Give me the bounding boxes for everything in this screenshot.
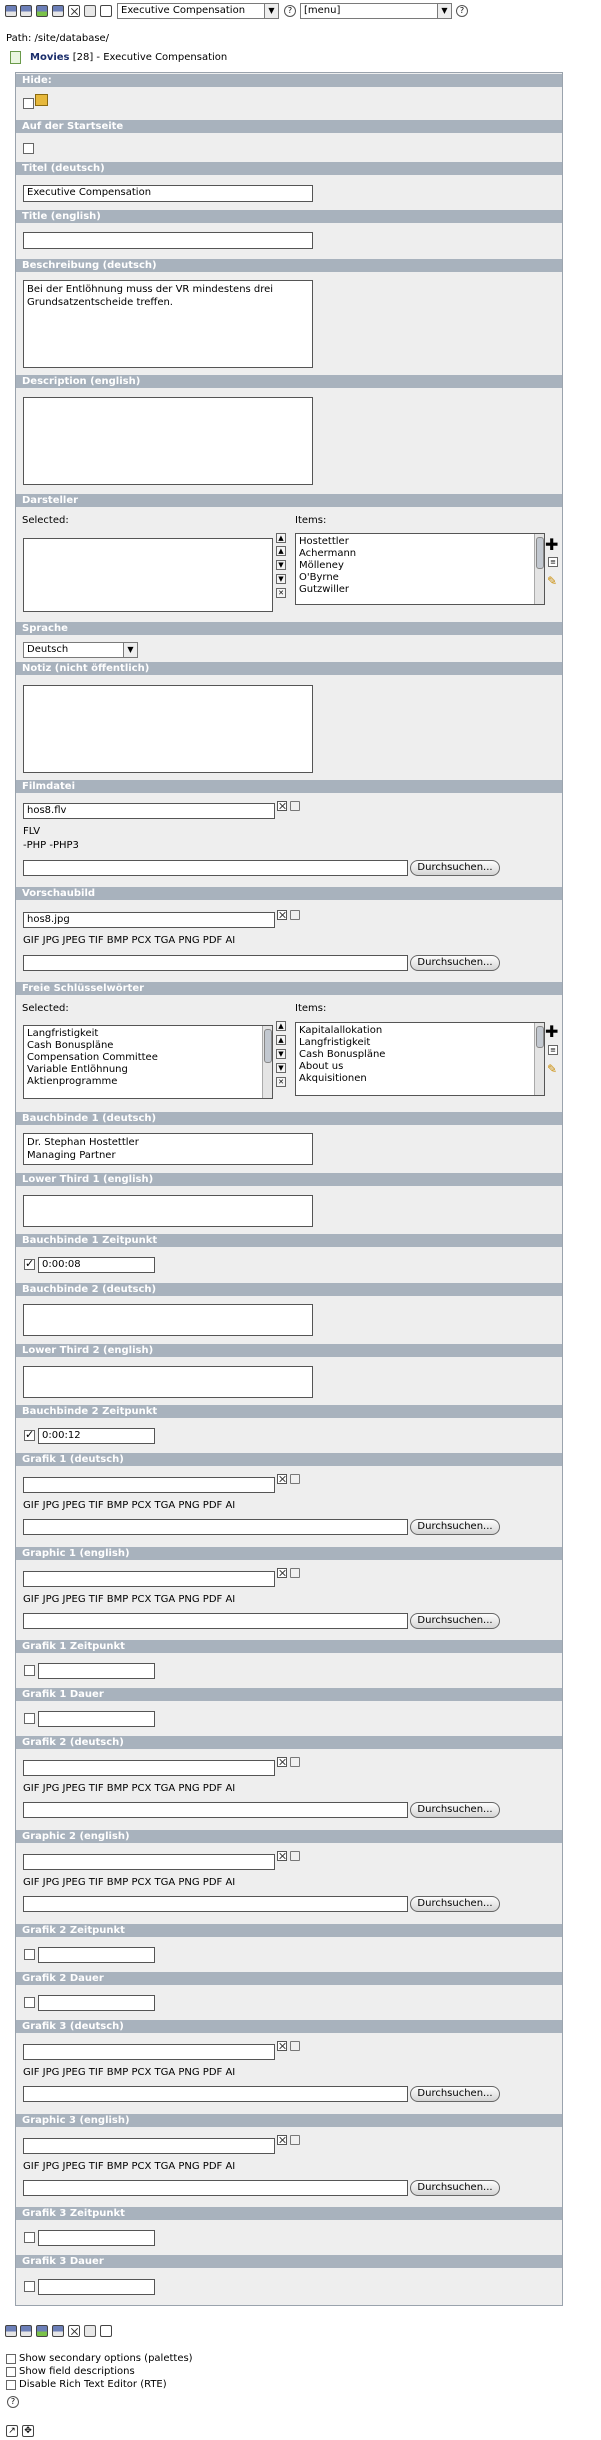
grafik3-zeit-checkbox[interactable] bbox=[24, 2232, 35, 2243]
scrollbar[interactable] bbox=[534, 534, 544, 604]
grafik1-zeit-input[interactable] bbox=[38, 1663, 155, 1679]
graphic1-en-allowed-types: GIF JPG JPEG TIF BMP PCX TGA PNG PDF AI bbox=[23, 1594, 236, 1605]
move-down-icon[interactable]: ▼ bbox=[276, 1049, 286, 1059]
chevron-down-icon: ▼ bbox=[264, 4, 278, 18]
keywords-selected-list[interactable] bbox=[23, 1025, 273, 1099]
graphic2-en-file-input[interactable] bbox=[23, 1854, 275, 1870]
lowerthird2-en-textarea[interactable] bbox=[23, 1366, 313, 1398]
secondary-options-label: Show secondary options (palettes) bbox=[19, 2353, 193, 2364]
section-grafik2-de: Grafik 2 (deutsch) bbox=[16, 1736, 562, 1749]
graphic3-en-file-input[interactable] bbox=[23, 2138, 275, 2154]
hide-status-icon bbox=[35, 94, 48, 106]
section-beschreibung-de: Beschreibung (deutsch) bbox=[16, 259, 562, 272]
grafik2-de-file-input[interactable] bbox=[23, 1760, 275, 1776]
grafik3-de-file-input[interactable] bbox=[23, 2044, 275, 2060]
notiz-textarea[interactable] bbox=[23, 685, 313, 773]
section-grafik3-dauer: Grafik 3 Dauer bbox=[16, 2255, 562, 2268]
remove-icon[interactable] bbox=[277, 801, 287, 811]
titel-de-input[interactable]: Executive Compensation bbox=[23, 185, 313, 202]
grafik3-dauer-checkbox[interactable] bbox=[24, 2281, 35, 2292]
field-descriptions-label: Show field descriptions bbox=[19, 2366, 135, 2377]
section-filmdatei: Filmdatei bbox=[16, 780, 562, 793]
section-lowerthird1-en: Lower Third 1 (english) bbox=[16, 1173, 562, 1186]
graphic1-en-file-input[interactable] bbox=[23, 1571, 275, 1587]
grafik3-de-upload-input[interactable] bbox=[23, 2086, 408, 2102]
graphic3-en-allowed-types: GIF JPG JPEG TIF BMP PCX TGA PNG PDF AI bbox=[23, 2161, 236, 2172]
section-graphic1-en: Graphic 1 (english) bbox=[16, 1547, 562, 1560]
section-titel-de: Titel (deutsch) bbox=[16, 162, 562, 175]
grafik1-dauer-input[interactable] bbox=[38, 1711, 155, 1727]
list-item[interactable]: Cash Bonuspläne bbox=[299, 1049, 386, 1060]
vorschaubild-file-input[interactable]: hos8.jpg bbox=[23, 912, 275, 928]
save-and-close-icon[interactable] bbox=[52, 2325, 64, 2337]
save-and-new-icon[interactable] bbox=[36, 2325, 48, 2337]
chevron-down-icon: ▼ bbox=[437, 4, 451, 18]
move-up-icon[interactable]: ▲ bbox=[276, 1035, 286, 1045]
vorschaubild-browse-button[interactable]: Durchsuchen... bbox=[410, 955, 500, 971]
list-item[interactable]: Akquisitionen bbox=[299, 1073, 367, 1084]
folder-icon[interactable] bbox=[290, 1568, 300, 1578]
bauchbinde1-zeit-input[interactable]: 0:00:08 bbox=[38, 1257, 155, 1273]
section-grafik2-dauer: Grafik 2 Dauer bbox=[16, 1972, 562, 1985]
save-and-view-icon[interactable] bbox=[20, 2325, 32, 2337]
section-bauchbinde1-de: Bauchbinde 1 (deutsch) bbox=[16, 1112, 562, 1125]
close-icon[interactable] bbox=[68, 5, 80, 17]
grafik3-de-browse-button[interactable]: Durchsuchen... bbox=[410, 2086, 500, 2102]
folder-icon[interactable] bbox=[290, 910, 300, 920]
save-and-new-icon[interactable] bbox=[36, 5, 48, 17]
keywords-items-label: Items: bbox=[295, 1003, 327, 1014]
list-item[interactable]: Variable Entlöhnung bbox=[27, 1064, 128, 1075]
record-header bbox=[30, 52, 227, 63]
move-icon[interactable]: ✥ bbox=[22, 2425, 34, 2437]
move-bottom-icon[interactable]: ▼ bbox=[276, 1063, 286, 1073]
secondary-options-checkbox[interactable] bbox=[6, 2354, 16, 2364]
graphic2-en-allowed-types: GIF JPG JPEG TIF BMP PCX TGA PNG PDF AI bbox=[23, 1877, 236, 1888]
section-grafik3-de: Grafik 3 (deutsch) bbox=[16, 2020, 562, 2033]
grafik1-de-file-input[interactable] bbox=[23, 1477, 275, 1493]
list-item[interactable]: Gutzwiller bbox=[299, 584, 350, 595]
bauchbinde1-de-textarea[interactable]: Dr. Stephan Hostettler Managing Partner bbox=[23, 1133, 313, 1165]
filmdatei-file-input[interactable]: hos8.flv bbox=[23, 803, 275, 819]
grafik3-zeit-input[interactable] bbox=[38, 2230, 155, 2246]
list-item[interactable]: Compensation Committee bbox=[27, 1052, 158, 1063]
graphic1-en-browse-button[interactable]: Durchsuchen... bbox=[410, 1613, 500, 1629]
bauchbinde1-zeit-checkbox[interactable] bbox=[24, 1259, 35, 1270]
hide-checkbox[interactable] bbox=[23, 98, 34, 109]
filmdatei-browse-button[interactable]: Durchsuchen... bbox=[410, 860, 500, 876]
record-table[interactable]: Movies bbox=[30, 52, 70, 63]
list-item[interactable]: Mölleney bbox=[299, 560, 344, 571]
section-graphic2-en: Graphic 2 (english) bbox=[16, 1830, 562, 1843]
scrollbar[interactable] bbox=[534, 1023, 544, 1095]
trash-icon[interactable] bbox=[84, 5, 96, 17]
section-title-en: Title (english) bbox=[16, 210, 562, 223]
grafik3-de-allowed-types: GIF JPG JPEG TIF BMP PCX TGA PNG PDF AI bbox=[23, 2067, 236, 2078]
folder-icon[interactable] bbox=[290, 801, 300, 811]
graphic2-en-upload-input[interactable] bbox=[23, 1896, 408, 1912]
section-bauchbinde1-zeit: Bauchbinde 1 Zeitpunkt bbox=[16, 1234, 562, 1247]
section-hide: Hide: bbox=[16, 74, 562, 87]
section-graphic3-en: Graphic 3 (english) bbox=[16, 2114, 562, 2127]
filmdatei-upload-input[interactable] bbox=[23, 860, 408, 876]
graphic3-en-browse-button[interactable]: Durchsuchen... bbox=[410, 2180, 500, 2196]
undo-icon[interactable] bbox=[100, 2325, 112, 2337]
move-top-icon[interactable]: ▲ bbox=[276, 1021, 286, 1031]
vorschaubild-allowed-types: GIF JPG JPEG TIF BMP PCX TGA PNG PDF AI bbox=[23, 935, 236, 946]
section-notiz: Notiz (nicht öffentlich) bbox=[16, 662, 562, 675]
keywords-items-list[interactable] bbox=[295, 1022, 545, 1096]
move-bottom-icon[interactable]: ▼ bbox=[276, 574, 286, 584]
bauchbinde2-zeit-checkbox[interactable] bbox=[24, 1430, 35, 1441]
pencil-icon[interactable]: ✎ bbox=[547, 1062, 558, 1076]
section-schluesselwoerter: Freie Schlüsselwörter bbox=[16, 982, 562, 995]
beschreibung-de-textarea[interactable]: Bei der Entlöhnung muss der VR mindestens drei Grundsatzentscheide treffen. bbox=[23, 280, 313, 368]
remove-icon[interactable]: ✕ bbox=[276, 1077, 286, 1087]
save-and-close-icon[interactable] bbox=[52, 5, 64, 17]
bauchbinde2-zeit-input[interactable]: 0:00:12 bbox=[38, 1428, 155, 1444]
grafik2-de-allowed-types: GIF JPG JPEG TIF BMP PCX TGA PNG PDF AI bbox=[23, 1783, 236, 1794]
remove-icon[interactable] bbox=[277, 910, 287, 920]
list-item[interactable]: Achermann bbox=[299, 548, 357, 559]
grafik1-dauer-checkbox[interactable] bbox=[24, 1713, 35, 1724]
help-icon[interactable]: ? bbox=[456, 5, 468, 17]
startseite-checkbox[interactable] bbox=[23, 143, 34, 154]
close-icon[interactable] bbox=[68, 2325, 80, 2337]
help-icon[interactable]: ? bbox=[7, 2396, 19, 2408]
list-item[interactable]: Kapitalallokation bbox=[299, 1025, 383, 1036]
folder-icon[interactable] bbox=[290, 1851, 300, 1861]
move-up-icon[interactable]: ▲ bbox=[276, 546, 286, 556]
record-title: - Executive Compensation bbox=[96, 52, 228, 63]
remove-icon[interactable] bbox=[277, 1568, 287, 1578]
keywords-selected-label: Selected: bbox=[22, 1003, 69, 1014]
section-description-en: Description (english) bbox=[16, 375, 562, 388]
save-and-view-icon[interactable] bbox=[20, 5, 32, 17]
section-darsteller: Darsteller bbox=[16, 494, 562, 507]
plus-icon[interactable]: ✚ bbox=[545, 535, 559, 554]
grafik2-zeit-checkbox[interactable] bbox=[24, 1949, 35, 1960]
darsteller-items-label: Items: bbox=[295, 515, 327, 526]
section-grafik2-zeit: Grafik 2 Zeitpunkt bbox=[16, 1924, 562, 1937]
disable-rte-label: Disable Rich Text Editor (RTE) bbox=[19, 2379, 167, 2390]
grafik2-zeit-input[interactable] bbox=[38, 1947, 155, 1963]
folder-icon[interactable] bbox=[290, 2135, 300, 2145]
bauchbinde2-de-textarea[interactable] bbox=[23, 1304, 313, 1336]
trash-icon[interactable] bbox=[84, 2325, 96, 2337]
sprache-value: Deutsch bbox=[27, 644, 69, 655]
list-item[interactable]: O'Byrne bbox=[299, 572, 339, 583]
grafik1-zeit-checkbox[interactable] bbox=[24, 1665, 35, 1676]
darsteller-selected-list[interactable] bbox=[23, 538, 273, 612]
scrollbar[interactable] bbox=[262, 1026, 272, 1098]
list-item[interactable]: Hostettler bbox=[299, 536, 349, 547]
section-grafik1-de: Grafik 1 (deutsch) bbox=[16, 1453, 562, 1466]
save-icon[interactable] bbox=[5, 5, 17, 17]
remove-icon[interactable] bbox=[277, 2041, 287, 2051]
list-item[interactable]: About us bbox=[299, 1061, 344, 1072]
remove-icon[interactable] bbox=[277, 1851, 287, 1861]
folder-icon[interactable] bbox=[290, 1757, 300, 1767]
remove-icon[interactable] bbox=[277, 2135, 287, 2145]
graphic1-en-upload-input[interactable] bbox=[23, 1613, 408, 1629]
section-grafik1-dauer: Grafik 1 Dauer bbox=[16, 1688, 562, 1701]
record-select-value: Executive Compensation bbox=[121, 5, 246, 16]
darsteller-items-list[interactable] bbox=[295, 533, 545, 605]
description-en-textarea[interactable] bbox=[23, 397, 313, 485]
grafik1-de-browse-button[interactable]: Durchsuchen... bbox=[410, 1519, 500, 1535]
sprache-select[interactable] bbox=[23, 642, 138, 658]
list-item[interactable]: Langfristigkeit bbox=[299, 1037, 371, 1048]
pencil-icon[interactable]: ✎ bbox=[547, 574, 558, 588]
list-item[interactable]: Cash Bonuspläne bbox=[27, 1040, 114, 1051]
title-en-input[interactable] bbox=[23, 232, 313, 249]
remove-icon[interactable] bbox=[277, 1757, 287, 1767]
list-item[interactable]: Langfristigkeit bbox=[27, 1028, 99, 1039]
help-icon[interactable]: ? bbox=[284, 5, 296, 17]
filmdatei-allowed-types: FLV -PHP -PHP3 bbox=[23, 826, 79, 851]
darsteller-selected-label: Selected: bbox=[22, 515, 69, 526]
list-item[interactable]: Aktienprogramme bbox=[27, 1076, 118, 1087]
grafik2-de-upload-input[interactable] bbox=[23, 1802, 408, 1818]
grafik1-de-allowed-types: GIF JPG JPEG TIF BMP PCX TGA PNG PDF AI bbox=[23, 1500, 236, 1511]
remove-icon[interactable]: ✕ bbox=[276, 588, 286, 598]
grafik1-de-upload-input[interactable] bbox=[23, 1519, 408, 1535]
undo-icon[interactable] bbox=[100, 5, 112, 17]
graphic3-en-upload-input[interactable] bbox=[23, 2180, 408, 2196]
page-icon bbox=[10, 51, 21, 64]
section-lowerthird2-en: Lower Third 2 (english) bbox=[16, 1344, 562, 1357]
folder-icon[interactable] bbox=[290, 2041, 300, 2051]
grafik2-dauer-input[interactable] bbox=[38, 1995, 155, 2011]
record-select[interactable] bbox=[117, 3, 279, 19]
section-bauchbinde2-de: Bauchbinde 2 (deutsch) bbox=[16, 1283, 562, 1296]
section-grafik1-zeit: Grafik 1 Zeitpunkt bbox=[16, 1640, 562, 1653]
section-vorschaubild: Vorschaubild bbox=[16, 887, 562, 900]
section-sprache: Sprache bbox=[16, 622, 562, 635]
disable-rte-checkbox[interactable] bbox=[6, 2380, 16, 2390]
menu-select-value: [menu] bbox=[304, 5, 341, 16]
field-descriptions-checkbox[interactable] bbox=[6, 2367, 16, 2377]
save-icon[interactable] bbox=[5, 2325, 17, 2337]
plus-icon[interactable]: ✚ bbox=[545, 1022, 559, 1041]
graphic2-en-browse-button[interactable]: Durchsuchen... bbox=[410, 1896, 500, 1912]
lowerthird1-en-textarea[interactable] bbox=[23, 1195, 313, 1227]
section-startseite: Auf der Startseite bbox=[16, 120, 562, 133]
move-top-icon[interactable]: ▲ bbox=[276, 533, 286, 543]
menu-select[interactable] bbox=[300, 3, 452, 19]
move-down-icon[interactable]: ▼ bbox=[276, 560, 286, 570]
chevron-down-icon: ▼ bbox=[123, 643, 137, 657]
expand-icon[interactable]: ↗ bbox=[6, 2425, 18, 2437]
grafik2-de-browse-button[interactable]: Durchsuchen... bbox=[410, 1802, 500, 1818]
grafik2-dauer-checkbox[interactable] bbox=[24, 1997, 35, 2008]
path-text: Path: /site/database/ bbox=[6, 33, 110, 44]
list-icon[interactable]: ≡ bbox=[548, 1045, 558, 1055]
grafik3-dauer-input[interactable] bbox=[38, 2279, 155, 2295]
folder-icon[interactable] bbox=[290, 1474, 300, 1484]
section-bauchbinde2-zeit: Bauchbinde 2 Zeitpunkt bbox=[16, 1405, 562, 1418]
remove-icon[interactable] bbox=[277, 1474, 287, 1484]
vorschaubild-upload-input[interactable] bbox=[23, 955, 408, 971]
list-icon[interactable]: ≡ bbox=[548, 557, 558, 567]
record-uid: [28] bbox=[72, 52, 94, 63]
section-grafik3-zeit: Grafik 3 Zeitpunkt bbox=[16, 2207, 562, 2220]
